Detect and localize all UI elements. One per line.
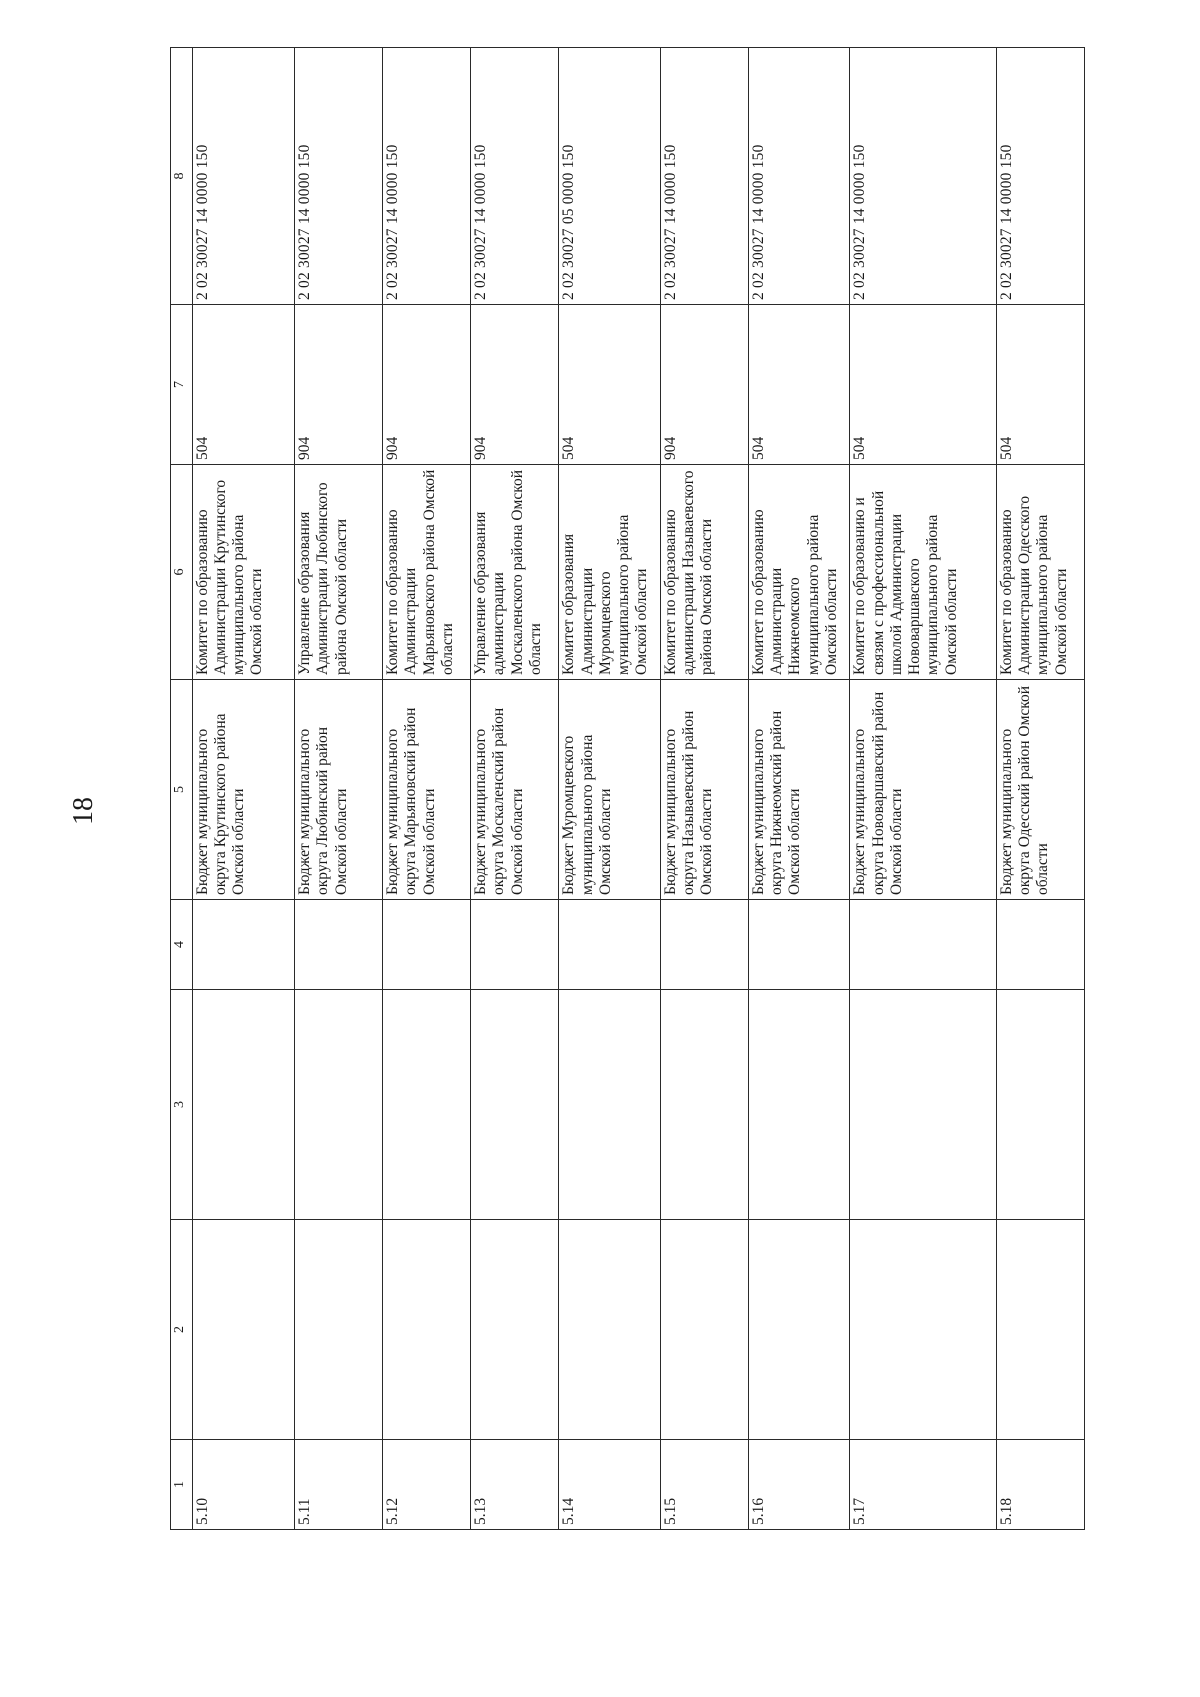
budget-name: Бюджет муниципального округа Нововаршавский район Омской области [850,680,997,900]
cell-col3 [748,990,849,1220]
row-number: 5.13 [471,1440,559,1530]
administrator-name: Комитет по образованию и связям с профессиональной школой Администрации Нововаршавского муниципального района Омской области [850,465,997,680]
administrator-name: Комитет по образованию Администрации Нижнеомского муниципального района Омской области [748,465,849,680]
budget-name: Бюджет Муромцевского муниципального района Омской области [559,680,660,900]
administrator-name: Комитет по образованию Администрации Крутинского муниципального района Омской области [192,465,294,680]
table-row [748,48,849,1530]
cell-col4 [996,900,1084,990]
administrator-name: Управление образования Администрации Любинского района Омской области [294,465,382,680]
page-number: 18 [68,797,99,825]
budget-name: Бюджет муниципального округа Крутинского района Омской области [192,680,294,900]
cell-col2 [996,1220,1084,1440]
budget-name: Бюджет муниципального округа Любинский район Омской области [294,680,382,900]
cell-col2 [192,1220,294,1440]
administrator-name: Комитет по образованию Администрации Одесского муниципального района Омской области [996,465,1084,680]
cell-col2 [660,1220,748,1440]
cell-col2 [559,1220,660,1440]
col-header: 8 [171,48,193,305]
cell-col3 [850,990,997,1220]
budget-class-code: 2 02 30027 14 0000 150 [748,48,849,305]
cell-col3 [383,990,471,1220]
table-row [294,48,382,1530]
row-number: 5.17 [850,1440,997,1530]
cell-col4 [850,900,997,990]
col-header: 3 [171,990,193,1220]
cell-col4 [748,900,849,990]
admin-code: 504 [559,305,660,465]
administrator-name: Комитет образования Администрации Муромцевского муниципального района Омской области [559,465,660,680]
budget-class-code: 2 02 30027 14 0000 150 [660,48,748,305]
col-header: 5 [171,680,193,900]
budget-class-code: 2 02 30027 05 0000 150 [559,48,660,305]
cell-col4 [294,900,382,990]
cell-col2 [748,1220,849,1440]
administrator-name: Управление образования администрации Москаленского района Омской области [471,465,559,680]
budget-class-code: 2 02 30027 14 0000 150 [192,48,294,305]
col-header: 1 [171,1440,193,1530]
table-row [471,48,559,1530]
table-row [559,48,660,1530]
cell-col2 [471,1220,559,1440]
col-header: 2 [171,1220,193,1440]
cell-col4 [559,900,660,990]
cell-col2 [850,1220,997,1440]
budget-name: Бюджет муниципального округа Москаленский район Омской области [471,680,559,900]
cell-col3 [996,990,1084,1220]
rotated-table-container [170,48,1085,1530]
admin-code: 504 [996,305,1084,465]
admin-code: 904 [294,305,382,465]
row-number: 5.11 [294,1440,382,1530]
cell-col4 [660,900,748,990]
cell-col3 [192,990,294,1220]
budget-name: Бюджет муниципального округа Называевский район Омской области [660,680,748,900]
cell-col4 [192,900,294,990]
admin-code: 504 [850,305,997,465]
administrator-name: Комитет по образованию администрации Называевского района Омской области [660,465,748,680]
budget-name: Бюджет муниципального округа Одесский район Омской области [996,680,1084,900]
budget-name: Бюджет муниципального округа Нижнеомский район Омской области [748,680,849,900]
budget-name: Бюджет муниципального округа Марьяновский район Омской области [383,680,471,900]
row-number: 5.12 [383,1440,471,1530]
row-number: 5.16 [748,1440,849,1530]
row-number: 5.14 [559,1440,660,1530]
col-header: 6 [171,465,193,680]
budget-class-code: 2 02 30027 14 0000 150 [383,48,471,305]
header-row [171,48,193,1530]
table-row [660,48,748,1530]
row-number: 5.18 [996,1440,1084,1530]
cell-col3 [471,990,559,1220]
admin-code: 504 [748,305,849,465]
cell-col4 [471,900,559,990]
col-header: 4 [171,900,193,990]
budget-class-code: 2 02 30027 14 0000 150 [471,48,559,305]
table-row [996,48,1084,1530]
budget-class-code: 2 02 30027 14 0000 150 [996,48,1084,305]
col-header: 7 [171,305,193,465]
admin-code: 904 [471,305,559,465]
budget-class-code: 2 02 30027 14 0000 150 [294,48,382,305]
cell-col4 [383,900,471,990]
admin-code: 904 [383,305,471,465]
cell-col2 [383,1220,471,1440]
budget-class-code: 2 02 30027 14 0000 150 [850,48,997,305]
cell-col2 [294,1220,382,1440]
admin-code: 504 [192,305,294,465]
cell-col3 [660,990,748,1220]
table-row [850,48,997,1530]
row-number: 5.10 [192,1440,294,1530]
budget-table [170,47,1085,1530]
table-row [192,48,294,1530]
administrator-name: Комитет по образованию Администрации Марьяновского района Омской области [383,465,471,680]
cell-col3 [559,990,660,1220]
admin-code: 904 [660,305,748,465]
table-row [383,48,471,1530]
cell-col3 [294,990,382,1220]
row-number: 5.15 [660,1440,748,1530]
